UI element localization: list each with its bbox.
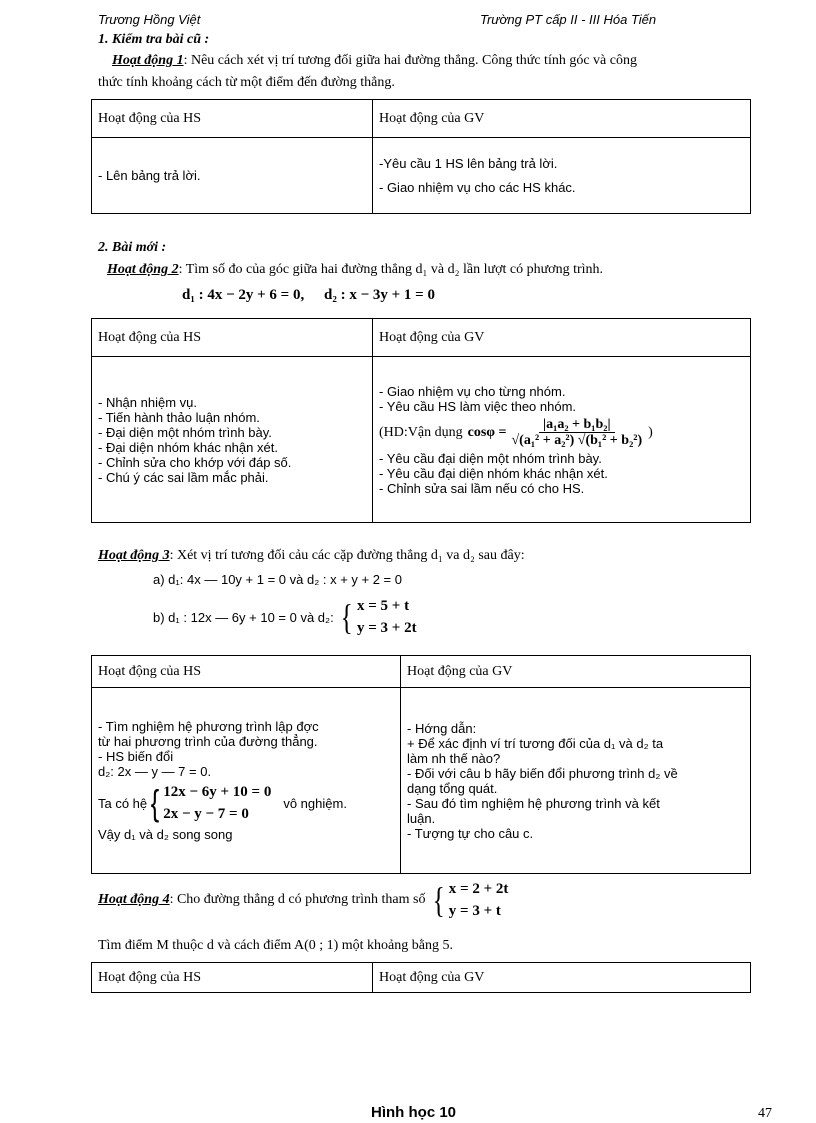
activity3-gv-line: - Hớng dẫn: (407, 720, 477, 736)
activity3-hs-conclusion: Vậy d₁ và d₂ song song (98, 827, 233, 842)
activity2-col-hs: Hoạt động của HS (92, 319, 373, 357)
hint-numerator: |a₁a₂ + b₁b₂| (539, 417, 615, 433)
hint-fraction (510, 417, 645, 448)
activity4-task: Tìm điểm M thuộc d và cách điểm A(0 ; 1) một khoảng bằng 5. (98, 938, 453, 953)
activity2-gv-line: - Chỉnh sửa sai lầm nếu có cho HS. (379, 480, 585, 496)
hint-denominator: √(a₁² + a₂²) √(b₁² + b₂²) (511, 432, 643, 448)
activity4-table (91, 962, 751, 993)
header-author: Trương Hồng Việt (98, 12, 201, 27)
activity3-gv-line: làm nh thế nào? (407, 750, 501, 766)
activity2-gv-line: - Yêu cầu HS làm việc theo nhóm. (379, 398, 577, 414)
page-number: 47 (758, 1106, 772, 1121)
activity2-hs-line: - Đại diện một nhóm trình bày. (98, 424, 272, 440)
hint-prefix: (HD:Vận dụng (379, 424, 463, 440)
activity3-gv-cell (401, 688, 751, 874)
activity1-text-line1: : Nêu cách xét vị trí tương đối giữa hai đường thẳng. Công thức tính góc và công (183, 53, 637, 68)
activity3-item-b (153, 595, 417, 639)
activity3-col-hs: Hoạt động của HS (92, 656, 401, 688)
activity3-gv-line: - Tượng tự cho câu c. (407, 825, 534, 841)
activity1-paragraph (98, 50, 788, 94)
activity2-col-gv: Hoạt động của GV (373, 319, 751, 357)
activity3-text: : Xét vị trí tương đối cảu các cặp đường thẳng d₁ va d₂ sau đây: (169, 548, 525, 563)
system-line: y = 3 + 2t (356, 620, 417, 636)
activity2-gv-line: - Yêu cầu đại diện nhóm khác nhận xét. (379, 465, 608, 481)
activity3-hs-line: từ hai phương trình của đường thẳng. (98, 734, 318, 749)
activity2-hs-line: - Nhận nhiệm vụ. (98, 394, 197, 410)
left-brace-icon: { (432, 880, 445, 920)
system-line: x = 5 + t (356, 598, 410, 614)
activity1-hs-cell: - Lên bảng trả lời. (92, 138, 373, 214)
hint-formula-lhs: cosφ = (467, 424, 507, 440)
system-line: x = 2 + 2t (448, 881, 509, 897)
activity2-hs-line: - Tiến hành thảo luận nhóm. (98, 409, 260, 425)
section2-title: 2. Bài mới : (98, 240, 167, 255)
activity2-hs-line: - Chú ý các sai lầm mắc phải. (98, 469, 269, 485)
activity3-gv-line: luận. (407, 810, 436, 826)
activity3-hs-cell (92, 688, 401, 874)
activity4-system (430, 878, 509, 922)
activity3-table (91, 655, 751, 874)
activity3-gv-line: - Đối với câu b hãy biến đổi phương trình d₂ về (407, 765, 678, 781)
activity2-text: : Tìm số đo của góc giữa hai đường thẳng d₁ và d₂ lần lượt có phương trình. (178, 262, 604, 277)
activity3-hs-line: - HS biến đổi (98, 749, 174, 764)
activity3-hs-system (98, 781, 394, 825)
activity3-item-a: a) d₁: 4x — 10y + 1 = 0 và d₂ : x + y + 2 = 0 (153, 572, 402, 587)
activity4-text: : Cho đường thẳng d có phương trình tham số (169, 892, 426, 907)
section1-title: 1. Kiểm tra bài cũ : (98, 32, 210, 47)
item-b-system (338, 595, 417, 639)
system-line: y = 3 + t (448, 903, 501, 919)
activity2-gv-cell (373, 357, 751, 523)
activity1-gv-cell (373, 138, 751, 214)
activity3-paragraph (98, 548, 525, 564)
hint-suffix: ) (648, 424, 653, 440)
equation-d2: d₂ : x − 3y + 1 = 0 (323, 287, 435, 303)
activity1-label: Hoạt động 1 (112, 53, 184, 68)
system-line: 2x − y − 7 = 0 (163, 806, 249, 822)
activity3-col-gv: Hoạt động của GV (401, 656, 751, 688)
activity2-hs-line: - Chỉnh sửa cho khớp với đáp số. (98, 454, 292, 470)
activity1-gv-line: -Yêu cầu 1 HS lên bảng trả lời. (379, 155, 558, 171)
activity2-gv-line: - Giao nhiệm vụ cho từng nhóm. (379, 383, 566, 399)
activity3-gv-line: dạng tổng quát. (407, 780, 498, 796)
activity2-gv-hint (379, 417, 744, 448)
activity2-hs-line: - Đại diện nhóm khác nhận xét. (98, 439, 278, 455)
activity4-paragraph (98, 878, 508, 922)
activity2-label: Hoạt động 2 (107, 262, 179, 277)
activity1-table (91, 99, 751, 214)
footer-subject: Hình học 10 (371, 1104, 457, 1121)
activity1-col-gv: Hoạt động của GV (373, 100, 751, 138)
activity2-hs-cell (92, 357, 373, 523)
hs-system-suffix: vô nghiệm. (283, 795, 347, 811)
left-brace-icon: { (150, 782, 160, 823)
activity3-label: Hoạt động 3 (98, 548, 170, 563)
hs-system-prefix: Ta có hệ (98, 795, 148, 811)
activity3-hs-line: d₂: 2x — y — 7 = 0. (98, 764, 212, 779)
left-brace-icon: { (340, 597, 353, 637)
activity1-text-line2: thức tính khoảng cách từ một điểm đến đường thẳng. (98, 75, 395, 90)
activity4-col-gv: Hoạt động của GV (373, 963, 751, 993)
activity4-col-hs: Hoạt động của HS (92, 963, 373, 993)
activity2-equations (182, 287, 435, 304)
item-b-prefix: b) d₁ : 12x — 6y + 10 = 0 và d₂: (153, 609, 334, 625)
activity3-hs-line: - Tìm nghiệm hệ phương trình lập đợc (98, 719, 319, 734)
activity3-gv-line: - Sau đó tìm nghiệm hệ phương trình và kết (407, 795, 660, 811)
activity1-col-hs: Hoạt động của HS (92, 100, 373, 138)
system-line: 12x − 6y + 10 = 0 (163, 784, 272, 800)
activity1-gv-line: - Giao nhiệm vụ cho các HS khác. (379, 179, 576, 195)
equation-d1: d₁ : 4x − 2y + 6 = 0, (182, 287, 305, 303)
activity2-table (91, 318, 751, 523)
header-school: Trường PT cấp II - III Hóa Tiến (480, 12, 657, 27)
activity3-gv-line: + Để xác định ví trí tương đối của d₁ và d₂ ta (407, 735, 664, 751)
activity4-label: Hoạt động 4 (98, 892, 170, 907)
activity2-paragraph (107, 262, 603, 278)
activity2-gv-line: - Yêu cầu đại diện một nhóm trình bày. (379, 450, 602, 466)
